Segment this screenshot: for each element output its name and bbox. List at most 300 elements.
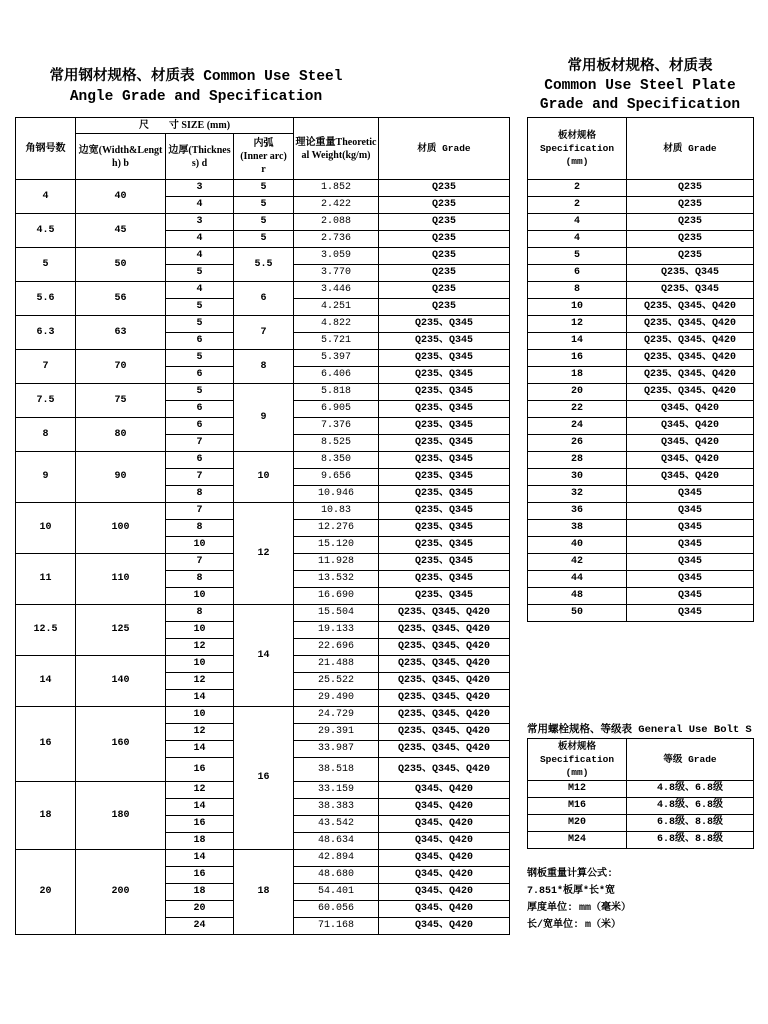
thickness-cell: 12 [166,724,234,741]
theoretical-weight-cell: 38.518 [294,758,379,782]
thickness-cell: 6 [166,367,234,384]
leg-width-cell: 140 [76,656,166,707]
theoretical-weight-cell: 29.490 [294,690,379,707]
table-row [16,850,510,867]
grade-cell: Q235、Q345 [379,520,510,537]
grade-cell: Q345、Q420 [379,782,510,799]
angle-number-cell: 12.5 [16,605,76,656]
angle-number-cell: 18 [16,782,76,850]
plate-spec-cell: 40 [528,537,627,554]
thickness-cell: 10 [166,656,234,673]
table-row [16,503,510,520]
plate-grade-cell: Q235 [627,197,754,214]
angle-number-cell: 7.5 [16,384,76,418]
thickness-cell: 7 [166,469,234,486]
thickness-cell: 12 [166,782,234,799]
leg-width-cell: 80 [76,418,166,452]
leg-width-cell: 50 [76,248,166,282]
plate-grade-cell: Q235、Q345、Q420 [627,316,754,333]
plate-spec-cell: 28 [528,452,627,469]
angle-title-line-1: 常用钢材规格、材质表 Common Use Steel [49,69,343,85]
thickness-cell: 7 [166,435,234,452]
grade-cell: Q235 [379,180,510,197]
inner-arc-cell: 5 [234,214,294,231]
table-row [528,384,754,401]
inner-arc-header-symbol: r [261,164,266,175]
thickness-cell: 12 [166,673,234,690]
thickness-cell: 5 [166,316,234,333]
grade-cell: Q235、Q345、Q420 [379,741,510,758]
table-row [528,299,754,316]
plate-spec-header-cn: 板材规格 [557,130,596,141]
grade-cell: Q235、Q345 [379,469,510,486]
theoretical-weight-cell: 9.656 [294,469,379,486]
thickness-cell: 20 [166,901,234,918]
plate-spec-cell: 50 [528,605,627,622]
inner-arc-cell: 9 [234,384,294,452]
theoretical-weight-cell: 19.133 [294,622,379,639]
leg-width-cell: 40 [76,180,166,214]
table-row [528,282,754,299]
thickness-cell: 6 [166,452,234,469]
plate-spec-cell: 20 [528,384,627,401]
table-row [528,832,754,849]
length-width-unit-note: 长/宽单位: m（米） [527,920,622,931]
theoretical-weight-cell: 3.059 [294,248,379,265]
theoretical-weight-cell: 29.391 [294,724,379,741]
table-row [528,605,754,622]
bolt-spec-cell: M12 [528,781,627,798]
table-row [528,815,754,832]
plate-spec-cell: 16 [528,350,627,367]
plate-grade-cell: Q345、Q420 [627,435,754,452]
angle-number-header: 角钢号数 [16,118,76,180]
bolt-grade-cell: 6.8级、8.8级 [627,815,754,832]
plate-grade-cell: Q345 [627,520,754,537]
theoretical-weight-cell: 2.422 [294,197,379,214]
size-header: 尺 寸 SIZE (mm) [76,118,294,134]
plate-spec-cell: 14 [528,333,627,350]
leg-width-cell: 180 [76,782,166,850]
plate-grade-cell: Q235、Q345 [627,282,754,299]
inner-arc-header-cn: 内弧 [253,138,274,149]
thickness-cell: 3 [166,180,234,197]
angle-number-cell: 9 [16,452,76,503]
theoretical-weight-cell: 21.488 [294,656,379,673]
plate-spec-cell: 36 [528,503,627,520]
grade-cell: Q345、Q420 [379,867,510,884]
table-row [528,588,754,605]
bolt-spec-cell: M16 [528,798,627,815]
thickness-cell: 3 [166,214,234,231]
thickness-cell: 5 [166,350,234,367]
grade-cell: Q235 [379,299,510,316]
grade-cell: Q345、Q420 [379,816,510,833]
theoretical-weight-cell: 71.168 [294,918,379,935]
grade-cell: Q345、Q420 [379,833,510,850]
thickness-cell: 5 [166,384,234,401]
angle-number-cell: 4.5 [16,214,76,248]
grade-cell: Q345、Q420 [379,901,510,918]
thickness-cell: 8 [166,520,234,537]
table-row [16,180,510,197]
table-row [16,282,510,299]
plate-table-body [528,180,754,622]
thickness-cell: 8 [166,571,234,588]
thickness-cell: 14 [166,850,234,867]
grade-cell: Q235、Q345、Q420 [379,724,510,741]
plate-title-line-1: 常用板材规格、材质表 [567,59,713,75]
bolt-table-title: 常用螺栓规格、等级表 General Use Bolt S [527,724,752,736]
theoretical-weight-cell: 6.905 [294,401,379,418]
grade-cell: Q235、Q345 [379,316,510,333]
inner-arc-cell: 16 [234,707,294,850]
theoretical-weight-cell: 15.120 [294,537,379,554]
leg-width-cell: 75 [76,384,166,418]
table-row [528,452,754,469]
plate-grade-cell: Q345 [627,537,754,554]
grade-cell: Q345、Q420 [379,884,510,901]
plate-grade-cell: Q235、Q345、Q420 [627,333,754,350]
thickness-cell: 5 [166,265,234,282]
grade-cell: Q235、Q345 [379,571,510,588]
angle-number-cell: 5.6 [16,282,76,316]
plate-spec-cell: 8 [528,282,627,299]
leg-width-cell: 125 [76,605,166,656]
angle-number-cell: 14 [16,656,76,707]
angle-number-cell: 11 [16,554,76,605]
grade-cell: Q235 [379,248,510,265]
bolt-spec-header-en: Specification [539,754,615,765]
leg-width-cell: 90 [76,452,166,503]
header-row [528,118,754,180]
theoretical-weight-cell: 5.721 [294,333,379,350]
plate-grade-cell: Q345 [627,588,754,605]
angle-number-cell: 4 [16,180,76,214]
inner-arc-cell: 10 [234,452,294,503]
bolt-grade-header: 等级 Grade [627,739,754,781]
table-row [16,316,510,333]
table-row [528,197,754,214]
plate-grade-cell: Q345 [627,503,754,520]
table-row [528,503,754,520]
leg-width-cell: 56 [76,282,166,316]
grade-cell: Q235、Q345 [379,367,510,384]
inner-arc-cell: 6 [234,282,294,316]
thickness-cell: 8 [166,486,234,503]
plate-spec-cell: 4 [528,214,627,231]
angle-table-body [16,180,510,935]
plate-spec-cell: 2 [528,197,627,214]
thickness-cell: 4 [166,282,234,299]
bolt-table-body [528,781,754,849]
thickness-cell: 10 [166,537,234,554]
inner-arc-cell: 5 [234,180,294,197]
thickness-cell: 4 [166,248,234,265]
plate-spec-cell: 2 [528,180,627,197]
inner-arc-cell: 5 [234,197,294,214]
thickness-cell: 6 [166,333,234,350]
thickness-header: 边厚(Thickness) d [166,134,234,180]
steel-plate-table [527,117,754,622]
grade-cell: Q235、Q345 [379,537,510,554]
plate-grade-cell: Q345 [627,554,754,571]
plate-spec-cell: 26 [528,435,627,452]
grade-cell: Q235、Q345、Q420 [379,639,510,656]
thickness-cell: 10 [166,622,234,639]
angle-number-cell: 16 [16,707,76,782]
grade-cell: Q235、Q345 [379,435,510,452]
formula-heading: 钢板重量计算公式: [527,869,614,880]
leg-width-header: 边宽(Width&Length) b [76,134,166,180]
plate-grade-cell: Q235 [627,180,754,197]
bolt-grade-cell: 4.8级、6.8级 [627,781,754,798]
grade-cell: Q345、Q420 [379,918,510,935]
plate-grade-header: 材质 Grade [627,118,754,180]
theoretical-weight-cell: 42.894 [294,850,379,867]
table-row [528,781,754,798]
grade-header: 材质 Grade [379,118,510,180]
grade-cell: Q235、Q345、Q420 [379,707,510,724]
angle-steel-table [15,117,510,935]
grade-cell: Q345、Q420 [379,850,510,867]
grade-cell: Q235、Q345 [379,452,510,469]
table-row [16,350,510,367]
theoretical-weight-cell: 12.276 [294,520,379,537]
theoretical-weight-cell: 24.729 [294,707,379,724]
grade-cell: Q235、Q345 [379,554,510,571]
plate-grade-cell: Q345、Q420 [627,418,754,435]
thickness-cell: 5 [166,299,234,316]
theoretical-weight-cell: 3.770 [294,265,379,282]
thickness-cell: 16 [166,867,234,884]
theoretical-weight-cell: 4.251 [294,299,379,316]
plate-spec-cell: 44 [528,571,627,588]
table-row [528,571,754,588]
table-row [16,384,510,401]
theoretical-weight-cell: 25.522 [294,673,379,690]
grade-cell: Q235、Q345 [379,486,510,503]
theoretical-weight-cell: 33.987 [294,741,379,758]
thickness-cell: 18 [166,833,234,850]
thickness-cell: 6 [166,418,234,435]
header-row [16,118,510,134]
plate-grade-cell: Q345、Q420 [627,401,754,418]
grade-cell: Q235 [379,282,510,299]
angle-number-cell: 10 [16,503,76,554]
plate-spec-header-en: Specification [539,143,615,154]
plate-spec-cell: 6 [528,265,627,282]
thickness-cell: 7 [166,554,234,571]
theoretical-weight-cell: 10.946 [294,486,379,503]
table-row [528,554,754,571]
grade-cell: Q345、Q420 [379,799,510,816]
plate-spec-cell: 5 [528,248,627,265]
theoretical-weight-cell: 13.532 [294,571,379,588]
table-row [16,248,510,265]
plate-spec-cell: 32 [528,486,627,503]
theoretical-weight-cell: 6.406 [294,367,379,384]
plate-grade-cell: Q235、Q345、Q420 [627,367,754,384]
theoretical-weight-cell: 10.83 [294,503,379,520]
theoretical-weight-cell: 33.159 [294,782,379,799]
plate-grade-cell: Q235 [627,248,754,265]
leg-width-cell: 160 [76,707,166,782]
plate-title-line-2: Common Use Steel Plate [544,78,736,94]
plate-spec-cell: 22 [528,401,627,418]
plate-grade-cell: Q235、Q345、Q420 [627,299,754,316]
bolt-spec-cell: M24 [528,832,627,849]
grade-cell: Q235、Q345 [379,333,510,350]
table-row [16,707,510,724]
table-row [16,452,510,469]
theoretical-weight-cell: 48.680 [294,867,379,884]
theoretical-weight-cell: 4.822 [294,316,379,333]
bolt-table [527,738,754,849]
angle-number-cell: 6.3 [16,316,76,350]
grade-cell: Q235 [379,231,510,248]
formula-expression: 7.851*板厚*长*宽 [527,886,616,897]
thickness-cell: 14 [166,690,234,707]
table-row [528,316,754,333]
thickness-unit-note: 厚度单位: mm（毫米） [527,903,632,914]
angle-table-title [15,67,377,107]
grade-cell: Q235、Q345、Q420 [379,758,510,782]
bolt-grade-cell: 4.8级、6.8级 [627,798,754,815]
grade-cell: Q235、Q345 [379,350,510,367]
table-row [528,265,754,282]
table-row [528,231,754,248]
grade-cell: Q235 [379,265,510,282]
theoretical-weight-cell: 22.696 [294,639,379,656]
bolt-spec-cell: M20 [528,815,627,832]
grade-cell: Q235 [379,214,510,231]
inner-arc-cell: 5.5 [234,248,294,282]
table-row [528,214,754,231]
leg-width-cell: 200 [76,850,166,935]
plate-title-line-3: Grade and Specification [539,97,741,113]
theoretical-weight-cell: 3.446 [294,282,379,299]
theoretical-weight-cell: 8.350 [294,452,379,469]
table-row [528,350,754,367]
plate-spec-header [528,118,627,180]
plate-grade-cell: Q235、Q345、Q420 [627,384,754,401]
thickness-cell: 16 [166,816,234,833]
table-row [528,798,754,815]
theoretical-weight-cell: 7.376 [294,418,379,435]
plate-spec-cell: 12 [528,316,627,333]
thickness-cell: 4 [166,231,234,248]
theoretical-weight-cell: 38.383 [294,799,379,816]
plate-table-title [527,58,753,115]
theoretical-weight-cell: 2.088 [294,214,379,231]
inner-arc-header [234,134,294,180]
plate-spec-cell: 30 [528,469,627,486]
inner-arc-cell: 18 [234,850,294,935]
thickness-cell: 4 [166,197,234,214]
table-row [528,401,754,418]
grade-cell: Q235、Q345、Q420 [379,656,510,673]
bolt-spec-header-cn: 板材规格 [557,741,596,752]
leg-width-cell: 63 [76,316,166,350]
table-row [528,537,754,554]
grade-cell: Q235、Q345 [379,588,510,605]
theoretical-weight-cell: 8.525 [294,435,379,452]
table-row [528,418,754,435]
theoretical-weight-cell: 16.690 [294,588,379,605]
thickness-cell: 18 [166,884,234,901]
grade-cell: Q235、Q345、Q420 [379,673,510,690]
table-row [16,605,510,622]
table-row [528,248,754,265]
leg-width-cell: 70 [76,350,166,384]
grade-cell: Q235 [379,197,510,214]
thickness-cell: 8 [166,605,234,622]
plate-grade-cell: Q345 [627,605,754,622]
grade-cell: Q235、Q345 [379,418,510,435]
plate-grade-cell: Q345 [627,486,754,503]
plate-grade-cell: Q235 [627,231,754,248]
theoretical-weight-cell: 5.397 [294,350,379,367]
header-row [528,739,754,781]
angle-title-line-2: Angle Grade and Specification [69,89,323,105]
table-row [528,367,754,384]
thickness-cell: 14 [166,741,234,758]
bolt-spec-header-unit: (mm) [565,767,589,778]
plate-grade-cell: Q235 [627,214,754,231]
thickness-cell: 6 [166,401,234,418]
theoretical-weight-cell: 11.928 [294,554,379,571]
grade-cell: Q235、Q345 [379,503,510,520]
table-row [16,214,510,231]
thickness-cell: 24 [166,918,234,935]
table-row [528,333,754,350]
grade-cell: Q235、Q345、Q420 [379,605,510,622]
plate-spec-cell: 18 [528,367,627,384]
theoretical-weight-cell: 15.504 [294,605,379,622]
plate-spec-cell: 24 [528,418,627,435]
bolt-spec-header [528,739,627,781]
theoretical-weight-cell: 1.852 [294,180,379,197]
leg-width-cell: 110 [76,554,166,605]
theoretical-weight-cell: 48.634 [294,833,379,850]
plate-spec-header-unit: (mm) [565,156,589,167]
theoretical-weight-cell: 54.401 [294,884,379,901]
thickness-cell: 12 [166,639,234,656]
thickness-cell: 14 [166,799,234,816]
grade-cell: Q235、Q345 [379,401,510,418]
angle-number-cell: 7 [16,350,76,384]
plate-spec-cell: 42 [528,554,627,571]
theoretical-weight-header: 理论重量Theoretical Weight(kg/m) [294,118,379,180]
inner-arc-cell: 7 [234,316,294,350]
inner-arc-cell: 14 [234,605,294,707]
plate-spec-cell: 4 [528,231,627,248]
angle-number-cell: 5 [16,248,76,282]
thickness-cell: 16 [166,758,234,782]
thickness-cell: 7 [166,503,234,520]
plate-grade-cell: Q235、Q345、Q420 [627,350,754,367]
table-row [528,180,754,197]
angle-number-cell: 8 [16,418,76,452]
angle-number-cell: 20 [16,850,76,935]
plate-grade-cell: Q235、Q345 [627,265,754,282]
theoretical-weight-cell: 2.736 [294,231,379,248]
theoretical-weight-cell: 5.818 [294,384,379,401]
grade-cell: Q235、Q345、Q420 [379,622,510,639]
inner-arc-cell: 8 [234,350,294,384]
table-row [528,486,754,503]
